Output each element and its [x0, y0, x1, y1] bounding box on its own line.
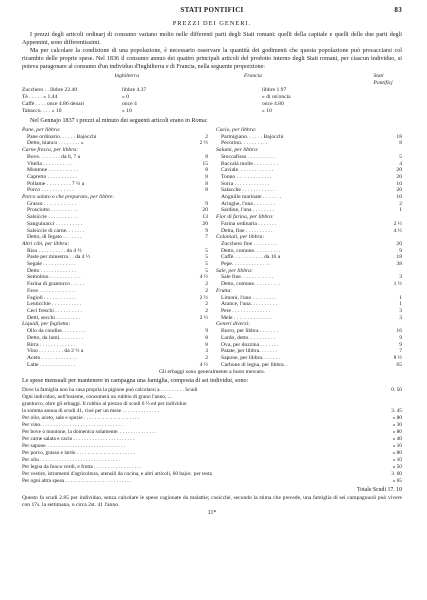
price-line: [216, 301, 402, 308]
comparison-cell: » 10: [122, 108, 132, 114]
price-line-value: 2 ½: [393, 220, 402, 227]
price-line-label: Salsiccie . . . . . . . . . . .: [27, 214, 78, 221]
price-line-label: Aringhe, l'una . . . . . . . .: [221, 200, 276, 207]
price-line-value: [377, 127, 402, 134]
price-line-value: 1: [399, 294, 402, 301]
price-line-label: Zucchero fine . . . . . . . . .: [221, 240, 278, 247]
price-line-value: 9: [205, 328, 208, 335]
comparison-row: [22, 108, 402, 115]
price-line: [216, 154, 402, 161]
price-line-value: 4 ½: [199, 274, 208, 281]
price-line-value: 5: [205, 254, 208, 261]
price-line-label: Ova, per dozzina . . . . . . .: [221, 341, 279, 348]
price-line-label: Detta, fine . . . . . . . . . .: [221, 227, 273, 234]
price-line-label: Pane, per libbra:: [22, 127, 61, 133]
price-columns: [22, 127, 402, 368]
expense-line-label: Per porco, grasso e lardo . . . . . . . . . . . . . . . . . . . . . .: [22, 449, 135, 456]
price-line: [216, 268, 402, 275]
price-line: [22, 167, 208, 174]
price-line: [22, 362, 208, 369]
comparison-row: [22, 87, 402, 94]
price-line-value: [377, 234, 402, 241]
price-line: [22, 321, 208, 328]
expense-line: [22, 478, 402, 485]
price-line: [216, 167, 402, 174]
price-line-value: 2 ½: [199, 294, 208, 301]
price-line-label: Detto, bianco . . . . . . . . »: [27, 140, 84, 147]
price-line-value: 18: [396, 254, 402, 261]
price-line-value: 9: [399, 334, 402, 341]
price-line-value: 4 ½: [393, 227, 402, 234]
price-line: [216, 194, 402, 201]
price-line-value: [183, 241, 208, 248]
price-line-label: Semolino. . . . . . . . . . . .: [27, 274, 81, 281]
expenses-total: Totale Scudi 17. 10: [357, 486, 402, 493]
price-line: [22, 194, 208, 201]
price-line-label: Lardo, detto. . . . . . . . . .: [221, 334, 275, 341]
price-line: [216, 248, 402, 255]
expense-line-label: la somma annua di scudi 41, cioè per un mese . . . . . . . . . . . . . .: [22, 407, 159, 414]
price-line-label: Burro, per libbra . . . . . . .: [221, 328, 279, 335]
price-line: [216, 234, 402, 241]
price-line: [216, 187, 402, 194]
price-line-label: Anguille marinate . . . . . . .: [221, 194, 282, 201]
price-line: [216, 335, 402, 342]
price-line: [22, 248, 208, 255]
price-line-value: 9: [205, 200, 208, 207]
price-line-value: 18: [396, 133, 402, 140]
price-line-value: 65: [396, 361, 402, 368]
price-line-label: Sale, per libbra:: [216, 267, 253, 274]
expense-line-value: » 80: [392, 449, 402, 456]
price-line-value: [183, 194, 208, 201]
expense-line-label: Ogni individuo, nell'insieme, consumerà un rubbio di grano l'anno, ...: [22, 393, 172, 400]
expense-line: [22, 429, 402, 436]
price-line-value: 10: [396, 180, 402, 187]
price-line: [216, 161, 402, 168]
expense-line-label: Per legna da fuoco verdi, e frutta . . . . . . . . . . . . . . . . . .: [22, 463, 142, 470]
price-line: [216, 315, 402, 322]
expense-line-value: » 10: [392, 442, 402, 449]
price-line-value: 20: [396, 167, 402, 174]
price-line: [22, 234, 208, 241]
price-line: [22, 161, 208, 168]
expense-line-label: Per bove o montone, la domenica solamente. . . . . . . . . . . . . . .: [22, 428, 157, 435]
price-line: [216, 355, 402, 362]
price-line: [216, 140, 402, 147]
price-line-label: Fagioli . . . . . . . . . . . .: [27, 294, 77, 301]
price-line: [22, 315, 208, 322]
price-line-value: 2: [399, 200, 402, 207]
price-line: [22, 134, 208, 141]
price-line-label: Caviale. . . . . . . . . . . . .: [221, 167, 274, 174]
price-line-label: Porco . . . . . . . . . . . .: [27, 187, 74, 194]
price-line-value: 20: [202, 220, 208, 227]
price-line-label: Carne fresca, per libbra:: [22, 147, 79, 154]
price-line: [22, 301, 208, 308]
price-line: [216, 328, 402, 335]
price-line: [22, 140, 208, 147]
price-line: [216, 348, 402, 355]
price-line-label: Birra . . . . . . . . . . . . .: [27, 341, 75, 348]
price-line-label: Parmigiano. . . . . . Bajocchi: [221, 133, 284, 140]
price-line-label: Capretto . . . . . . . . . . .: [27, 173, 78, 180]
price-line-label: Aceto . . . . . . . . . . . . .: [27, 354, 77, 361]
comparison-cell: libbre 4.37: [122, 87, 147, 93]
price-line-value: 9: [399, 341, 402, 348]
price-line-value: 5: [205, 247, 208, 254]
price-line-value: 15: [202, 160, 208, 167]
price-line: [216, 308, 402, 315]
price-line: [22, 214, 208, 221]
price-line-value: 8: [205, 180, 208, 187]
price-line-label: Pepe. . . . . . . . . . . . . .: [221, 261, 270, 268]
price-line: [216, 207, 402, 214]
price-line-value: 8: [205, 167, 208, 174]
price-line-label: Ceci freschi . . . . . . . . . .: [27, 307, 82, 314]
paragraph-2: Ma per calcolare la condizione di una popolazione, è necessario osservare la quantità dei godimenti che questa popolazione può procacciarsi col ricambio delle proprie spese. Nel 1836 il consumo annuo dei quattro principali articoli del prodotto interno degli Stati romani, per ciascun individuo, si poteva paragonare al consumo d'un individuo d'Inghilterra e di Francia, nella seguente proporzione:: [22, 48, 402, 70]
price-line-value: 2 ½: [199, 314, 208, 321]
expense-line-value: [359, 394, 402, 401]
expense-line-label: Per olio, aceto, sale e spezie . . . . . . . . . . . . . . . . . . . . .: [22, 414, 140, 421]
price-line: [216, 214, 402, 221]
price-line-label: Bove. . . . . . . . da 6, 7 a: [27, 153, 81, 160]
price-line: [22, 187, 208, 194]
price-line: [216, 342, 402, 349]
expense-line-value: 0. 50: [391, 386, 402, 393]
price-line-value: [377, 268, 402, 275]
price-line: [22, 261, 208, 268]
price-line: [22, 348, 208, 355]
section-title: PREZZI DEI GENERI.: [172, 20, 252, 27]
price-line: [216, 221, 402, 228]
comparison-header-cell: Stati Pontificj: [373, 73, 393, 86]
price-line-label: Pere . . . . . . . . . . . . . .: [221, 307, 271, 314]
comparison-cell: Zucchero . . libbre 22.40: [22, 87, 78, 93]
expense-line-value: » 30: [392, 421, 402, 428]
comparison-cell: libbre 1.97: [262, 87, 287, 93]
price-line-label: Baccalà molle . . . . . . . . .: [221, 160, 279, 167]
expense-line-value: » 50: [392, 463, 402, 470]
price-line-label: Pecorino. . . . . . . . . .: [221, 140, 268, 147]
price-line: [216, 147, 402, 154]
price-line-label: Segale . . . . . . . . . . . .: [27, 261, 76, 268]
price-line-value: 38: [396, 261, 402, 268]
price-line-value: [377, 321, 402, 328]
price-line-label: Detto, comune. . . . . . . . . .: [221, 281, 281, 288]
price-line: [22, 268, 208, 275]
comparison-header-cell: [22, 73, 114, 87]
price-line-label: Mele . . . . . . . . . . . . . .: [221, 314, 272, 321]
price-line: [216, 254, 402, 261]
price-line-label: Carbone di legna, per libbra. .: [221, 361, 288, 368]
price-line: [216, 181, 402, 188]
price-line-label: Vitella . . . . . . . . . . .: [27, 160, 73, 167]
price-line-label: Stoccafisso . . . . . . . . . .: [221, 153, 275, 160]
price-line-value: 3: [399, 307, 402, 314]
price-line-value: 3: [399, 314, 402, 321]
comparison-cell: once 4.80: [262, 101, 284, 107]
price-line-label: Limoni, l'uno . . . . . . . . .: [221, 294, 277, 301]
price-line: [22, 274, 208, 281]
expense-line-value: » 10: [392, 456, 402, 463]
price-line-label: Fave. . . . . . . . . . . . . .: [27, 287, 76, 294]
price-line: [22, 328, 208, 335]
price-line-value: 16: [396, 328, 402, 335]
price-line-label: Detto . . . . . . . . . . . . .: [27, 267, 76, 274]
expense-line-label: granturco, oltre gli erbaggi. Il rubbio al prezzo di scudi 6 ½ ed per individuo: [22, 400, 187, 407]
price-line: [216, 295, 402, 302]
price-line-label: Sardine, l'una . . . . . . . .: [221, 207, 274, 214]
price-line: [216, 134, 402, 141]
price-line-label: Coloniali, per libbra:: [216, 234, 265, 241]
paragraph-1: I prezzi degli articoli ordinarj di consumo variano molto nelle differenti parti degli Stati romani: quelli della capitale e quelli delle due parti degli Appennini, sono differentissimi.: [22, 32, 402, 46]
price-line-value: 2: [205, 301, 208, 308]
price-line-value: [183, 147, 208, 154]
price-line-value: 8: [205, 334, 208, 341]
price-line-value: 8: [399, 140, 402, 147]
price-line-label: Pane ordinario. . . . . . Bajocchi: [27, 133, 97, 140]
price-line-value: 10: [396, 194, 402, 201]
price-line-label: Arance, l'una. . . . . . . . . .: [221, 301, 278, 308]
price-line-label: Salsiccie di carne. . . . . . .: [27, 227, 85, 234]
price-line-label: Cacio, per libbra:: [216, 127, 257, 133]
price-line-value: 1 ½: [393, 281, 402, 288]
price-line: [22, 254, 208, 261]
price-line-value: [377, 288, 402, 295]
price-line-value: 20: [396, 173, 402, 180]
price-line-label: Lenticchie . . . . . . . . . . .: [27, 301, 82, 308]
expenses-list: [22, 387, 402, 485]
price-line: [216, 174, 402, 181]
expense-line: [22, 471, 402, 478]
price-line: [22, 207, 208, 214]
price-line-label: Grasso . . . . . . . . . . . .: [27, 200, 77, 207]
comparison-row: [22, 101, 402, 108]
comparison-table: [22, 73, 402, 115]
price-line-value: [183, 321, 208, 328]
expense-line: [22, 457, 402, 464]
price-line-label: Fior di farina, per libbra:: [216, 214, 274, 221]
expense-line: [22, 450, 402, 457]
expense-line-label: Per sapone. . . . . . . . . . . . . . . . . . . . . . . . . . . . . .: [22, 442, 126, 449]
price-line-label: Sale fine. . . . . . . . . . . .: [221, 274, 273, 281]
price-line: [22, 308, 208, 315]
closing-paragraph: Questo fa scudi 2.85 per individuo, senza calcolare le spese cagionate da malattie; cosicchè, secondo la stima che precede, una famiglia di sei campagnuoli può vivere con 17s. la settimana, o circa 2st. 41 l'anno.: [22, 494, 402, 508]
price-line-value: 2: [205, 281, 208, 288]
expense-line-value: [359, 401, 402, 408]
price-line-value: 8: [205, 153, 208, 160]
expense-line-value: » 65: [392, 477, 402, 484]
price-line-label: Generi diversi:: [216, 321, 251, 328]
price-line-label: Riso . . . . . . . . . . da 4 ½: [27, 247, 82, 254]
price-line: [216, 321, 402, 328]
price-line-label: Montone . . . . . . . . . . .: [27, 167, 78, 174]
price-line: [22, 154, 208, 161]
price-line: [216, 127, 402, 134]
expense-line-label: Per ogni altra spesa . . . . . . . . . . . . . . . . . . . . . . . . .: [22, 477, 132, 484]
expense-line-value: » 80: [392, 414, 402, 421]
right-price-column: [216, 127, 402, 368]
price-line-value: 20: [396, 187, 402, 194]
price-line-value: 2: [205, 133, 208, 140]
price-line-label: Porco salato o che preparato, per libbre:: [22, 194, 115, 201]
price-line-value: 20: [396, 240, 402, 247]
comparison-header-cell: Francia: [243, 73, 262, 79]
price-line-label: Salacche . . . . . . . . . . . .: [221, 187, 275, 194]
comparison-cell: Tabacco. . . . » 10: [22, 108, 62, 114]
price-line: [22, 295, 208, 302]
price-line-label: Vino . . . . . . . . . da 2 ½ a: [27, 348, 84, 355]
price-line: [216, 201, 402, 208]
price-line-value: 8: [205, 173, 208, 180]
price-line-value: 1: [399, 301, 402, 308]
expense-line-value: 3. 45: [391, 407, 402, 414]
price-line-label: Olio da condire. . . . . . . . .: [27, 328, 86, 335]
price-line-value: 8: [205, 187, 208, 194]
price-line-label: Detto, comune. . . . . . . . . .: [221, 247, 281, 254]
price-line: [22, 127, 208, 134]
price-line-value: 20: [202, 207, 208, 214]
running-header: [22, 6, 402, 18]
price-line: [22, 355, 208, 362]
price-line: [216, 228, 402, 235]
comparison-cell: » 0: [122, 94, 129, 100]
price-line: [216, 362, 402, 369]
expense-line: [22, 401, 402, 408]
comparison-header: [22, 73, 402, 87]
expense-line-label: Dove la famiglia non ha casa propria la pigione può calcolarsi a . . . . . . . . . Scudi: [22, 386, 198, 393]
price-line-label: Sapone, per libbra. . . . . . .: [221, 354, 281, 361]
price-line: [22, 221, 208, 228]
price-line-value: 8 ½: [393, 354, 402, 361]
price-line: [22, 174, 208, 181]
price-line-value: 5: [205, 261, 208, 268]
price-line: [22, 147, 208, 154]
price-line-value: 8: [205, 341, 208, 348]
price-line-value: 7: [205, 234, 208, 241]
expense-line-value: 3. 60: [391, 470, 402, 477]
expense-line-value: » 80: [392, 428, 402, 435]
price-line-label: Detto, di fegato . . . . . . .: [27, 234, 82, 241]
comparison-header-cell: Inghilterra: [114, 73, 140, 79]
price-line-label: Latte . . . . . . . . . . . . .: [27, 361, 75, 368]
signature-mark: 11*: [207, 509, 217, 516]
price-line-value: 2 ½: [199, 140, 208, 147]
price-line-label: Detto, da lumi. . . . . . . . .: [27, 334, 83, 341]
page-number: 83: [394, 6, 402, 14]
expense-line-value: » 40: [392, 435, 402, 442]
page: [22, 6, 402, 516]
price-line-label: Detti, secchi . . . . . . . . .: [27, 314, 81, 321]
price-line: [216, 274, 402, 281]
comparison-cell: once 4: [122, 101, 137, 107]
price-line: [22, 288, 208, 295]
price-line-value: 9: [399, 247, 402, 254]
price-line-label: Farina di granturco . . . . .: [27, 281, 84, 288]
price-line-label: Patate, per libbra. . . . . . .: [221, 348, 278, 355]
price-line-value: [183, 127, 208, 134]
price-line-value: 13: [202, 214, 208, 221]
comparison-cell: Tè . . . . . » 1.44: [22, 94, 58, 100]
price-line: [216, 281, 402, 288]
expense-line: [22, 443, 402, 450]
price-line-label: Paste per minestra . . da 4 ½: [27, 254, 91, 261]
price-line-value: [377, 214, 402, 221]
expenses-intro: Le spese mensuali per mantenere in campagna una famiglia, composta di sei individui, sono:: [22, 378, 249, 385]
price-line-value: 4: [399, 160, 402, 167]
expense-line: [22, 422, 402, 429]
price-line-value: 5: [205, 267, 208, 274]
comparison-cell: Caffè . . . . once 4.86 denari: [22, 101, 85, 107]
price-line-value: 3: [399, 274, 402, 281]
vegetables-note: Gli erbaggi sono generalmente a buon mercato.: [158, 369, 266, 376]
expense-line-label: Per vestire, istrumenti d'agricoltura, utensili da cucina, e altri articoli, 60 bajoc. per testa: [22, 470, 212, 477]
price-line-value: 7: [399, 348, 402, 355]
price-line-value: 3: [205, 348, 208, 355]
header-title: STATI PONTIFICI: [180, 6, 244, 14]
price-line-label: Liquidi, per foglietta:: [22, 321, 71, 328]
price-line-value: 9: [205, 227, 208, 234]
price-line-value: 4 ½: [199, 361, 208, 368]
price-line-label: Pollame . . . . . . . . . 7 ½ a: [27, 180, 85, 187]
price-line: [216, 241, 402, 248]
price-line-label: Prosciutto . . . . . . . . . .: [27, 207, 78, 214]
price-line: [216, 261, 402, 268]
expense-line: [22, 464, 402, 471]
price-line-value: [377, 147, 402, 154]
price-line-value: 2: [205, 287, 208, 294]
expense-line: [22, 408, 402, 415]
price-line: [22, 335, 208, 342]
price-line-label: Altri cibi, per libbra:: [22, 240, 70, 247]
comparison-cell: » di un'oncia: [262, 94, 291, 100]
left-price-column: [22, 127, 208, 368]
price-line: [22, 228, 208, 235]
expense-line: [22, 436, 402, 443]
price-line-label: Sorra . . . . . . . . . . . . .: [221, 180, 270, 187]
expense-line: [22, 415, 402, 422]
expense-line-label: Per olio . . . . . . . . . . . . . . . . . . . . . . . . . . . . . .: [22, 456, 120, 463]
price-line-label: Salumi, per libbra:: [216, 147, 259, 154]
price-line: [22, 281, 208, 288]
price-line-value: 2: [205, 354, 208, 361]
expense-line-label: Per carne salata e cacio . . . . . . . . . . . . . . . . . . . . . . .: [22, 435, 135, 442]
price-line: [22, 241, 208, 248]
price-line: [22, 201, 208, 208]
price-line: [22, 181, 208, 188]
price-line-label: Sanguinacci . . . . . . . . . .: [27, 220, 83, 227]
price-line-label: Tonno . . . . . . . . . . . . .: [221, 173, 272, 180]
price-line: [22, 342, 208, 349]
price-line-label: Farina ordinaria . . . . . . .: [221, 220, 277, 227]
price-line-label: Frutta:: [216, 287, 233, 294]
price-line-value: 1: [399, 207, 402, 214]
price-line: [216, 288, 402, 295]
prices-intro: Nel Gennajo 1837 i prezzi al minuto dei seguenti articoli erano in Roma:: [30, 118, 208, 124]
expense-line: [22, 394, 402, 401]
price-line-label: Caffè. . . . . . . . . . . da 16 a: [221, 254, 281, 261]
comparison-cell: » 10: [262, 108, 272, 114]
comparison-row: [22, 94, 402, 101]
expense-line-label: Per vino. . . . . . . . . . . . . . . . . . . . . . . . . . . . . . .: [22, 421, 123, 428]
expense-line: [22, 387, 402, 394]
price-line-value: 5: [399, 153, 402, 160]
price-line-value: 2: [205, 307, 208, 314]
